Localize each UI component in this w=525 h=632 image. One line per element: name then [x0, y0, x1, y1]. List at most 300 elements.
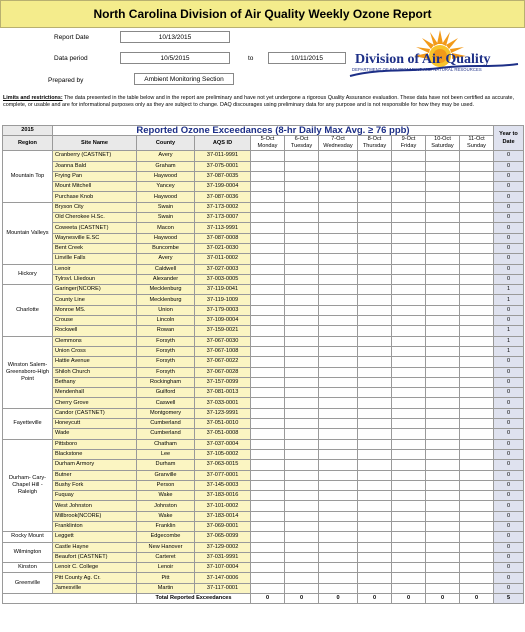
exceedance-cell [460, 151, 494, 161]
exceedance-cell [251, 161, 285, 171]
exceedance-cell [460, 357, 494, 367]
ytd-cell: 0 [494, 573, 524, 583]
ytd-cell: 0 [494, 419, 524, 429]
exceedance-cell [319, 552, 358, 562]
exceedance-cell [460, 521, 494, 531]
ozone-exceedance-table [2, 125, 524, 604]
county-cell: Avery [137, 254, 195, 264]
exceedance-cell [358, 161, 392, 171]
table-row [3, 583, 524, 593]
exceedance-cell [460, 182, 494, 192]
table-row [3, 274, 524, 284]
exceedance-cell [285, 213, 319, 223]
ytd-cell: 0 [494, 439, 524, 449]
county-cell: Wake [137, 491, 195, 501]
exceedance-cell [460, 346, 494, 356]
aqs-id-cell: 37-101-0002 [195, 501, 251, 511]
ytd-cell: 0 [494, 542, 524, 552]
exceedance-cell [358, 171, 392, 181]
aqs-id-cell: 37-021-0030 [195, 243, 251, 253]
exceedance-cell [251, 274, 285, 284]
exceedance-cell [285, 243, 319, 253]
exceedance-cell [358, 305, 392, 315]
exceedance-cell [319, 151, 358, 161]
site-name-cell: Purchase Knob [53, 192, 137, 202]
exceedance-cell [460, 233, 494, 243]
ytd-cell: 0 [494, 233, 524, 243]
exceedance-cell [285, 274, 319, 284]
exceedance-cell [426, 223, 460, 233]
exceedance-cell [319, 182, 358, 192]
exceedance-cell [251, 532, 285, 542]
exceedance-cell [460, 419, 494, 429]
exceedance-cell [251, 470, 285, 480]
exceedance-cell [285, 223, 319, 233]
exceedance-cell [319, 316, 358, 326]
site-name-cell: Monroe MS. [53, 305, 137, 315]
exceedance-cell [392, 223, 426, 233]
county-cell: Caswell [137, 398, 195, 408]
exceedance-cell [251, 419, 285, 429]
ytd-cell: 1 [494, 285, 524, 295]
exceedance-cell [285, 357, 319, 367]
exceedance-cell [392, 285, 426, 295]
exceedance-cell [285, 295, 319, 305]
county-cell: Forsyth [137, 367, 195, 377]
exceedance-cell [285, 439, 319, 449]
exceedance-cell [285, 285, 319, 295]
exceedance-cell [392, 264, 426, 274]
ytd-cell: 0 [494, 491, 524, 501]
county-cell: Person [137, 480, 195, 490]
table-row [3, 449, 524, 459]
ytd-cell: 0 [494, 192, 524, 202]
exceedance-cell [251, 243, 285, 253]
table-row [3, 460, 524, 470]
aqs-id-cell: 37-069-0001 [195, 521, 251, 531]
ytd-cell: 0 [494, 460, 524, 470]
table-row [3, 295, 524, 305]
aqs-id-cell: 37-063-0015 [195, 460, 251, 470]
exceedance-cell [285, 377, 319, 387]
ytd-cell: 0 [494, 182, 524, 192]
exceedance-cell [426, 264, 460, 274]
exceedance-cell [251, 357, 285, 367]
table-row [3, 439, 524, 449]
aqs-id-cell: 37-119-1009 [195, 295, 251, 305]
exceedance-cell [426, 233, 460, 243]
exceedance-cell [426, 326, 460, 336]
exceedance-cell [285, 449, 319, 459]
ytd-cell: 0 [494, 449, 524, 459]
site-name-cell: Frying Pan [53, 171, 137, 181]
site-name-cell: Rockwell [53, 326, 137, 336]
site-name-cell: Franklinton [53, 521, 137, 531]
exceedance-cell [426, 563, 460, 573]
county-cell: Pitt [137, 573, 195, 583]
aqs-id-cell: 37-113-9991 [195, 223, 251, 233]
exceedance-cell [285, 233, 319, 243]
site-name-cell: Butner [53, 470, 137, 480]
county-cell: Rowan [137, 326, 195, 336]
ytd-cell: 0 [494, 398, 524, 408]
ytd-cell: 0 [494, 213, 524, 223]
aqs-id-cell: 37-173-0002 [195, 202, 251, 212]
aqs-id-cell: 37-031-9991 [195, 552, 251, 562]
exceedance-cell [251, 501, 285, 511]
exceedance-cell [358, 182, 392, 192]
exceedance-cell [460, 470, 494, 480]
table-row [3, 285, 524, 295]
exceedance-cell [285, 511, 319, 521]
exceedance-cell [358, 367, 392, 377]
exceedance-cell [392, 521, 426, 531]
aqs-id-cell: 37-065-0099 [195, 532, 251, 542]
exceedance-cell [319, 398, 358, 408]
site-name-cell: Mount Mitchell [53, 182, 137, 192]
exceedance-cell [319, 285, 358, 295]
exceedance-cell [392, 233, 426, 243]
exceedance-cell [392, 439, 426, 449]
exceedance-cell [319, 367, 358, 377]
aqs-id-cell: 37-087-0036 [195, 192, 251, 202]
county-cell: Franklin [137, 521, 195, 531]
exceedance-cell [285, 470, 319, 480]
aqs-id-cell: 37-129-0002 [195, 542, 251, 552]
exceedance-cell [460, 439, 494, 449]
site-name-cell: Honeycutt [53, 419, 137, 429]
ytd-cell: 0 [494, 388, 524, 398]
aqs-header: AQS ID [195, 136, 251, 151]
county-cell: Edgecombe [137, 532, 195, 542]
region-cell: Durham- Cary-Chapel Hill - Raleigh [3, 439, 53, 532]
day-date: 10-Oct [434, 136, 451, 143]
county-cell: Cumberland [137, 429, 195, 439]
exceedance-cell [319, 336, 358, 346]
ytd-cell: 0 [494, 254, 524, 264]
total-label: Total Reported Exceedances [137, 594, 251, 604]
exceedance-cell [358, 295, 392, 305]
exceedance-cell [319, 171, 358, 181]
total-day-cell: 0 [319, 594, 358, 604]
site-name-cell: Beaufort (CASTNET) [53, 552, 137, 562]
exceedance-cell [392, 501, 426, 511]
exceedance-cell [251, 316, 285, 326]
aqs-id-cell: 37-027-0003 [195, 264, 251, 274]
exceedance-cell [251, 151, 285, 161]
table-row [3, 305, 524, 315]
exceedance-cell [319, 542, 358, 552]
site-name-cell: Bryson City [53, 202, 137, 212]
table-row [3, 192, 524, 202]
table-row [3, 501, 524, 511]
exceedance-cell [358, 254, 392, 264]
exceedance-cell [319, 243, 358, 253]
total-day-cell: 0 [392, 594, 426, 604]
exceedance-cell [319, 563, 358, 573]
exceedance-cell [358, 573, 392, 583]
region-cell: Greenville [3, 573, 53, 594]
county-cell: Montgomery [137, 408, 195, 418]
ytd-cell: 0 [494, 563, 524, 573]
exceedance-cell [251, 336, 285, 346]
exceedance-cell [251, 377, 285, 387]
exceedance-cell [285, 501, 319, 511]
exceedance-cell [285, 563, 319, 573]
table-row [3, 542, 524, 552]
region-cell: Charlotte [3, 285, 53, 336]
county-cell: Cumberland [137, 419, 195, 429]
exceedance-cell [426, 357, 460, 367]
exceedance-cell [358, 233, 392, 243]
exceedance-cell [358, 213, 392, 223]
county-cell: Johnston [137, 501, 195, 511]
exceedance-cell [460, 223, 494, 233]
exceedance-cell [392, 367, 426, 377]
region-cell: Kinston [3, 563, 53, 573]
exceedance-cell [392, 151, 426, 161]
site-name-cell: Lenoir C. College [53, 563, 137, 573]
exceedance-cell [358, 357, 392, 367]
exceedance-cell [285, 583, 319, 593]
exceedance-cell [285, 161, 319, 171]
site-name-cell: Bethany [53, 377, 137, 387]
exceedance-cell [285, 552, 319, 562]
year-cell: 2015 [3, 126, 53, 136]
site-name-cell: Candor (CASTNET) [53, 408, 137, 418]
region-header: Region [3, 136, 53, 151]
exceedance-cell [251, 398, 285, 408]
exceedance-cell [251, 202, 285, 212]
county-cell: Haywood [137, 233, 195, 243]
exceedance-cell [251, 233, 285, 243]
county-cell: Rockingham [137, 377, 195, 387]
limits-label: Limits and restrictions: [3, 95, 63, 101]
exceedance-cell [358, 202, 392, 212]
exceedance-cell [358, 243, 392, 253]
day-name: Saturday [431, 143, 454, 150]
exceedance-cell [251, 480, 285, 490]
ytd-cell: 0 [494, 274, 524, 284]
exceedance-cell [251, 408, 285, 418]
exceedance-cell [426, 470, 460, 480]
table-row [3, 357, 524, 367]
ytd-cell: 0 [494, 501, 524, 511]
exceedance-cell [358, 388, 392, 398]
aqs-id-cell: 37-011-0002 [195, 254, 251, 264]
exceedance-cell [251, 182, 285, 192]
ytd-cell: 1 [494, 346, 524, 356]
exceedance-cell [392, 316, 426, 326]
table-row [3, 213, 524, 223]
exceedance-cell [392, 295, 426, 305]
exceedance-cell [392, 398, 426, 408]
table-row [3, 388, 524, 398]
exceedance-cell [251, 439, 285, 449]
aqs-id-cell: 37-183-0014 [195, 511, 251, 521]
exceedance-cell [285, 346, 319, 356]
aqs-id-cell: 37-067-0022 [195, 357, 251, 367]
table-row [3, 161, 524, 171]
ytd-cell: 0 [494, 470, 524, 480]
exceedance-cell [358, 563, 392, 573]
aqs-id-cell: 37-067-1008 [195, 346, 251, 356]
exceedance-cell [285, 491, 319, 501]
county-cell: Martin [137, 583, 195, 593]
total-spacer [3, 594, 137, 604]
exceedance-cell [319, 346, 358, 356]
aqs-id-cell: 37-199-0004 [195, 182, 251, 192]
site-name-cell: Shiloh Church [53, 367, 137, 377]
logo-name: Division of Air Quality [355, 52, 491, 67]
exceedance-cell [392, 243, 426, 253]
limits-note [3, 95, 523, 109]
exceedance-cell [460, 388, 494, 398]
site-name-cell: Pittsboro [53, 439, 137, 449]
exceedance-cell [285, 316, 319, 326]
day-date: 9-Oct [401, 136, 416, 143]
ytd-cell: 0 [494, 429, 524, 439]
exceedance-cell [426, 583, 460, 593]
exceedance-cell [319, 377, 358, 387]
region-cell: Fayetteville [3, 408, 53, 439]
exceedance-cell [426, 274, 460, 284]
exceedance-cell [285, 573, 319, 583]
county-cell: Avery [137, 151, 195, 161]
exceedance-cell [358, 346, 392, 356]
site-name-cell: Linville Falls [53, 254, 137, 264]
site-name-cell: Coweeta (CASTNET) [53, 223, 137, 233]
exceedance-cell [426, 182, 460, 192]
exceedance-cell [319, 264, 358, 274]
county-cell: Union [137, 305, 195, 315]
exceedance-cell [460, 254, 494, 264]
ytd-cell: 0 [494, 521, 524, 531]
exceedance-cell [358, 285, 392, 295]
site-name-cell: Lenoir [53, 264, 137, 274]
aqs-id-cell: 37-067-0028 [195, 367, 251, 377]
exceedance-cell [460, 285, 494, 295]
county-cell: Mecklenburg [137, 295, 195, 305]
exceedance-cell [460, 295, 494, 305]
region-cell: Rocky Mount [3, 532, 53, 542]
exceedance-cell [285, 429, 319, 439]
exceedance-cell [285, 419, 319, 429]
exceedance-cell [426, 336, 460, 346]
exceedance-cell [251, 295, 285, 305]
exceedance-cell [460, 563, 494, 573]
aqs-id-cell: 37-107-0004 [195, 563, 251, 573]
exceedance-cell [319, 491, 358, 501]
exceedance-cell [251, 346, 285, 356]
exceedance-cell [460, 213, 494, 223]
aqs-id-cell: 37-145-0003 [195, 480, 251, 490]
exceedance-cell [426, 161, 460, 171]
aqs-id-cell: 37-117-0001 [195, 583, 251, 593]
aqs-id-cell: 37-119-0041 [195, 285, 251, 295]
exceedance-cell [426, 192, 460, 202]
exceedance-cell [319, 480, 358, 490]
total-row [3, 594, 524, 604]
exceedance-cell [426, 460, 460, 470]
exceedance-cell [460, 460, 494, 470]
site-name-cell: Jamesville [53, 583, 137, 593]
exceedance-cell [319, 521, 358, 531]
exceedance-cell [460, 398, 494, 408]
table-row [3, 233, 524, 243]
exceedance-cell [460, 367, 494, 377]
exceedance-cell [319, 223, 358, 233]
exceedance-cell [358, 552, 392, 562]
exceedance-cell [319, 254, 358, 264]
table-row [3, 336, 524, 346]
exceedance-cell [251, 511, 285, 521]
exceedance-cell [392, 202, 426, 212]
site-name-cell: Joanna Bald [53, 161, 137, 171]
site-name-cell: Old Cherokee H.Sc. [53, 213, 137, 223]
aqs-id-cell: 37-159-0021 [195, 326, 251, 336]
exceedance-cell [319, 388, 358, 398]
exceedance-cell [319, 470, 358, 480]
exceedance-cell [392, 171, 426, 181]
exceedance-cell [392, 388, 426, 398]
exceedance-cell [426, 213, 460, 223]
table-row [3, 398, 524, 408]
exceedance-cell [251, 171, 285, 181]
site-name-cell: Hattie Avenue [53, 357, 137, 367]
exceedance-cell [285, 326, 319, 336]
exceedance-cell [251, 388, 285, 398]
exceedance-cell [460, 480, 494, 490]
aqs-id-cell: 37-087-0008 [195, 233, 251, 243]
exceedance-cell [319, 202, 358, 212]
exceedance-cell [358, 511, 392, 521]
exceedance-cell [358, 326, 392, 336]
exceedance-cell [251, 521, 285, 531]
exceedance-cell [392, 213, 426, 223]
exceedance-cell [319, 419, 358, 429]
site-name-cell: County Line [53, 295, 137, 305]
exceedance-cell [426, 532, 460, 542]
exceedance-cell [251, 563, 285, 573]
aqs-id-cell: 37-075-0001 [195, 161, 251, 171]
site-name-cell: Bent Creek [53, 243, 137, 253]
day-header [358, 136, 392, 151]
site-name-cell: Pitt County Ag. Cr. [53, 573, 137, 583]
exceedance-cell [319, 295, 358, 305]
exceedance-cell [358, 377, 392, 387]
exceedance-cell [460, 336, 494, 346]
exceedance-cell [460, 202, 494, 212]
site-name-cell: Clemmons [53, 336, 137, 346]
aqs-id-cell: 37-011-9991 [195, 151, 251, 161]
site-name-cell: Millbrook(NCORE) [53, 511, 137, 521]
aqs-id-cell: 37-033-0001 [195, 398, 251, 408]
exceedance-cell [392, 552, 426, 562]
exceedance-cell [358, 439, 392, 449]
exceedance-cell [285, 305, 319, 315]
aqs-id-cell: 37-147-0006 [195, 573, 251, 583]
day-date: 7-Oct [331, 136, 345, 143]
ytd-cell: 0 [494, 223, 524, 233]
day-header [392, 136, 426, 151]
exceedance-cell [426, 491, 460, 501]
exceedance-cell [319, 274, 358, 284]
site-name-cell: Cherry Grove [53, 398, 137, 408]
exceedance-cell [358, 449, 392, 459]
site-name-cell: Leggett [53, 532, 137, 542]
exceedance-cell [319, 192, 358, 202]
